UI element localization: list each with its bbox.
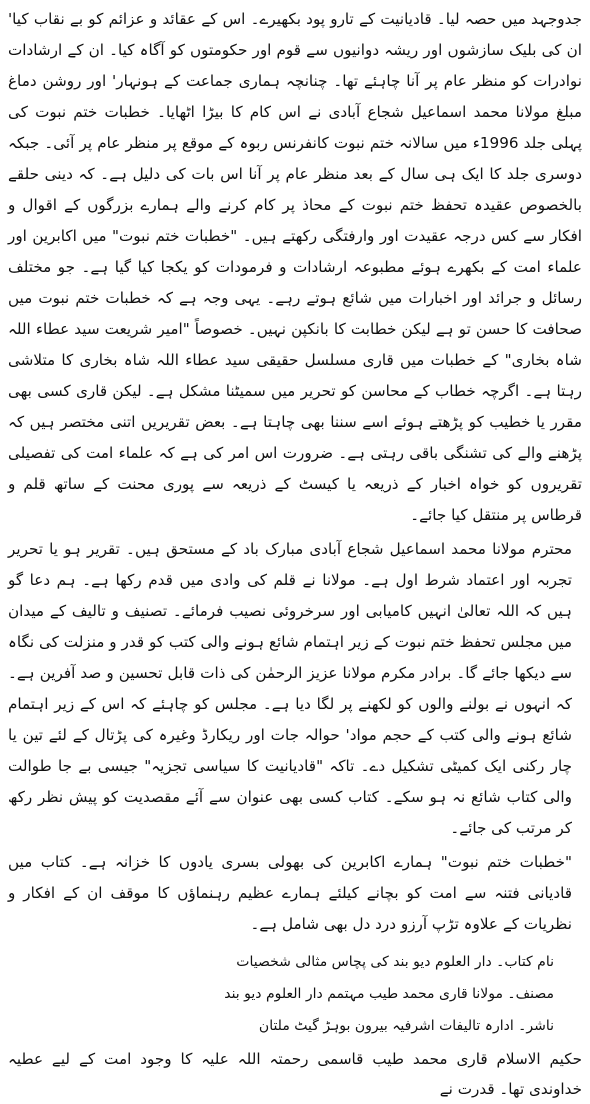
book-title: نام کتاب۔ دار العلوم دیو بند کی پچاس مثالی شخصیات xyxy=(236,954,554,970)
paragraph-1: جدوجہد میں حصہ لیا۔ قادیانیت کے تارو پود بکھیرے۔ اس کے عقائد و عزائم کو بے نقاب کیا' ان کی بلیک سازشوں اور ریشہ دوانیوں سے قوم اور حکومتوں کو آگاہ کیا۔ ان کے ارشادات نوادرات کو منظر عام پر آنا چاہئے تھا۔ چنانچہ ہماری جماعت کے ہونہار' اور روشن دماغ مبلغ مولانا محمد اسماعیل شجاع آبادی نے اس کام کا بیڑا اٹھایا۔ خطبات ختم نبوت کی پہلی جلد 1996ء میں سالانہ ختم نبوت کانفرنس ربوہ کے موقع پر منظر عام پر آئی۔ جبکہ دوسری جلد کا ایک ہی سال کے بعد منظر عام پر آنا اس بات کی دلیل ہے۔ کہ دینی حلقے بالخصوص عقیدہ تحفظ ختم نبوت کے محاذ پر کام کرنے والے ہمارے بزرگوں کے اقوال و افکار سے کس درجہ عقیدت اور وارفتگی رکھتے ہیں۔ "خطبات ختم نبوت" میں اکابرین اور علماء امت کے بکھرے ہوئے مطبوعہ ارشادات و فرمودات کو یکجا کیا گیا ہے۔ جو مختلف رسائل و جرائد اور اخبارات میں شائع ہوتے رہے۔ یہی وجہ ہے کہ خطبات ختم نبوت میں صحافت کا حسن تو ہے لیکن خطابت کا بانکپن نہیں۔ خصوصاً "امیر شریعت سید عطاء اللہ شاہ بخاری" کے خطبات میں قاری مسلسل حقیقی سید عطاء اللہ شاہ بخاری کا متلاشی رہتا ہے۔ اگرچہ خطاب کے محاسن کو تحریر میں سمیٹنا مشکل ہے۔ لیکن قاری کسی بھی مقرر یا خطیب کو پڑھتے ہوئے اسے سننا بھی چاہتا ہے۔ بعض تقریریں اتنی مختصر ہیں کہ پڑھنے والے کی تشنگی باقی رہتی ہے۔ ضرورت اس امر کی ہے کہ علماء امت کی تفصیلی تقریروں کو خواہ اخبار کے ذریعہ یا کیسٹ کے ذریعہ سے پوری محنت کے ساتھ قلم و قرطاس پر منتقل کیا جائے۔ xyxy=(8,10,582,524)
closing-paragraph: حکیم الاسلام قاری محمد طیب قاسمی رحمتہ اللہ علیہ کا وجود امت کے لیے عطیہ خداوندی تھا۔ قدرت نے xyxy=(8,1050,582,1098)
paragraph-2: محترم مولانا محمد اسماعیل شجاع آبادی مبارک باد کے مستحق ہیں۔ تقریر ہو یا تحریر تجربہ اور اعتماد شرط اول ہے۔ مولانا نے قلم کی وادی میں قدم رکھا ہے۔ ہم دعا گو ہیں کہ اللہ تعالیٰ انہیں کامیابی اور سرخروئی نصیب فرمائے۔ تصنیف و تالیف کے میدان میں مجلس تحفظ ختم نبوت کے زیر اہتمام شائع ہونے والی کتب کو قدر و منزلت کی نگاہ سے دیکھا جائے گا۔ برادر مکرم مولانا عزیز الرحمٰن کی ذات قابل تحسین و صد آفرین ہے۔ کہ انہوں نے بولنے والوں کو لکھنے پر لگا دیا ہے۔ مجلس کو چاہئے کہ اس کے زیر اہتمام شائع ہونے والی کتب کے حجم مواد' حوالہ جات اور ریکارڈ وغیرہ کی پڑتال کے لئے تین یا چار رکنی ایک کمیٹی تشکیل دے۔ تاکہ "قادیانیت کا سیاسی تجزیہ" جیسی بے جا طوالت والی کتاب شائع نہ ہو سکے۔ کتاب کسی بھی عنوان سے آئے مقصدیت کو پیش نظر رکھ کر مرتب کی جائے۔ xyxy=(8,540,572,837)
book-publisher: ناشر۔ ادارہ تالیفات اشرفیہ بیرون بوہڑ گیٹ ملتان xyxy=(258,1018,554,1034)
book-info xyxy=(8,946,582,1042)
book-author: مصنف۔ مولانا قاری محمد طیب مہتمم دار العلوم دیو بند xyxy=(224,986,554,1002)
paragraph-3: "خطبات ختم نبوت" ہمارے اکابرین کی بھولی بسری یادوں کا خزانہ ہے۔ کتاب میں قادیانی فتنہ سے امت کو بچانے کیلئے ہمارے عظیم رہنماؤں کا موقف ان کے افکار و نظریات کے علاوہ تڑپ آرزو درد دل بھی شامل ہے۔ xyxy=(8,853,572,933)
